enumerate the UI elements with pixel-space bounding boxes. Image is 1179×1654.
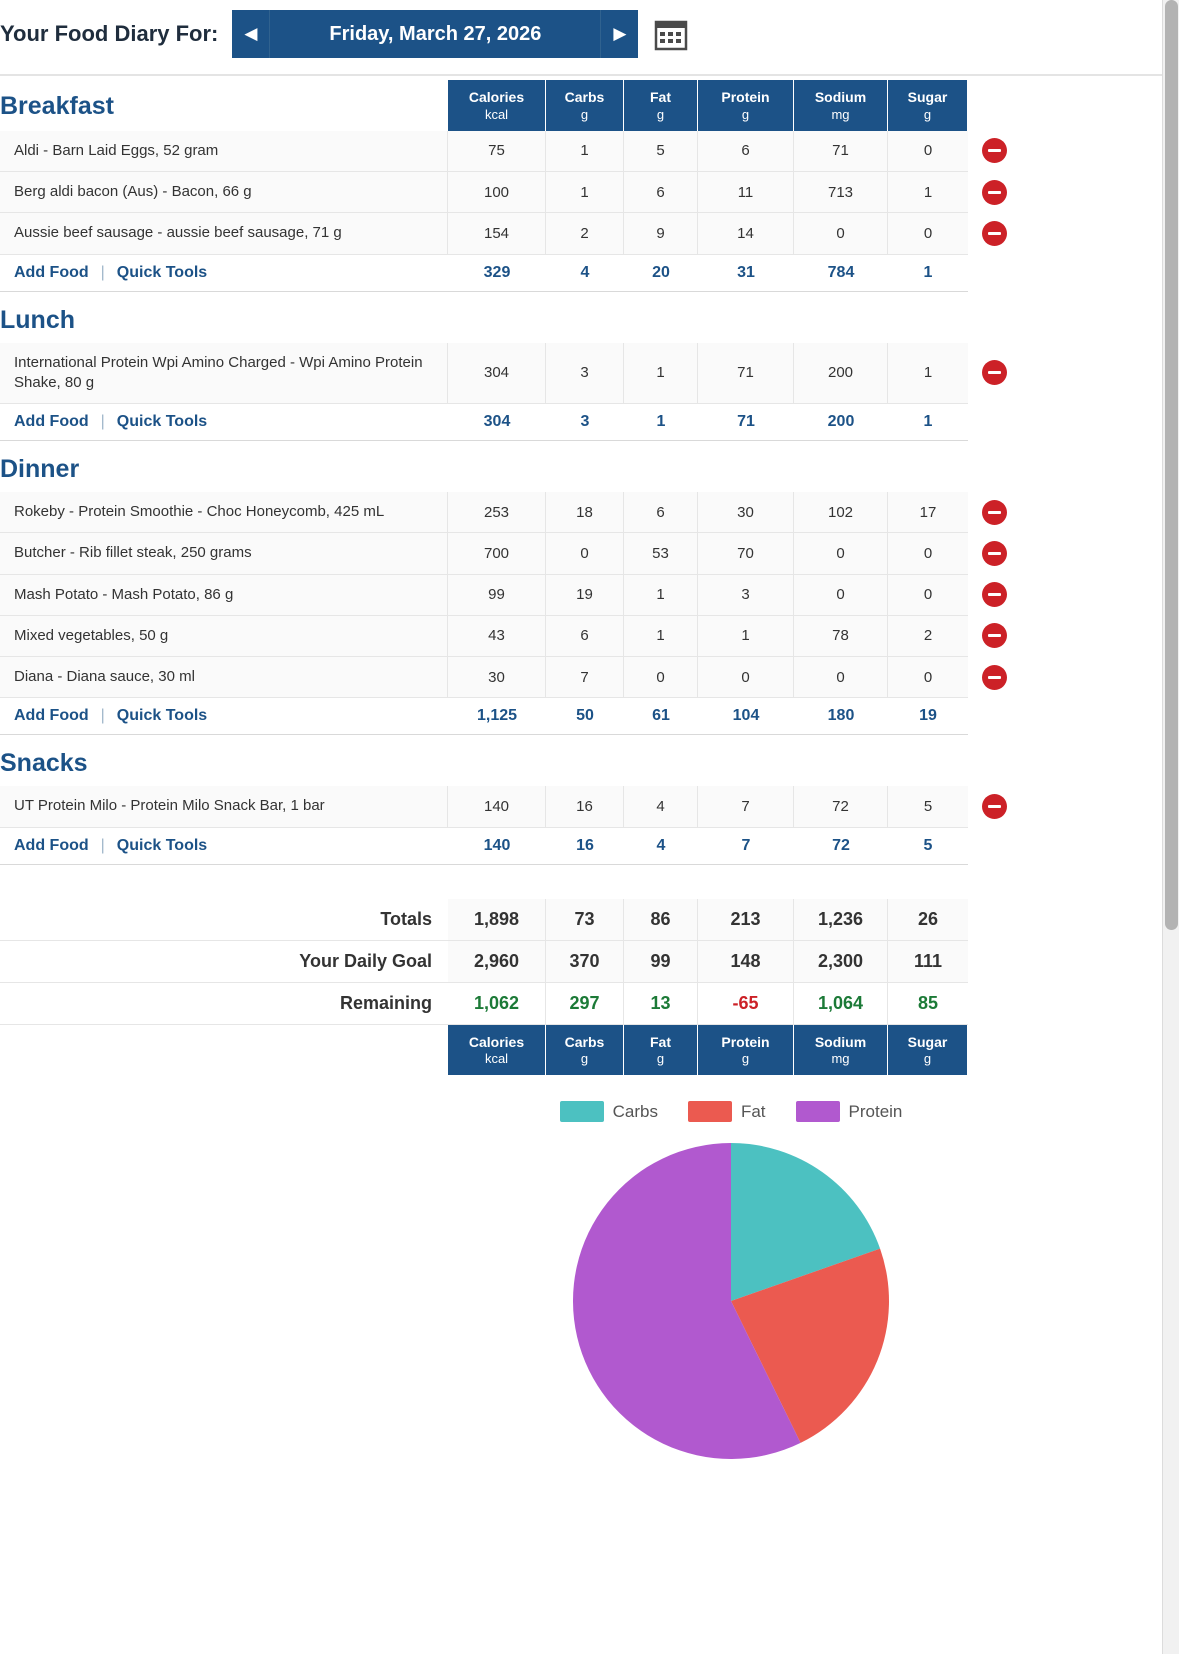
header-spacer: [448, 296, 546, 343]
meal-tools: [0, 404, 448, 441]
col-unit: g: [923, 106, 932, 122]
food-value-sodium: 78: [794, 616, 888, 657]
delete-cell: [968, 172, 1020, 213]
col-label: Calories: [468, 89, 525, 105]
quick-tools-link[interactable]: Quick Tools: [116, 413, 208, 430]
meal-total-fat: 1: [624, 404, 698, 441]
total-spacer: [968, 828, 1020, 865]
meal-total-carbs: 16: [546, 828, 624, 865]
page-scrollbar-thumb[interactable]: [1165, 0, 1178, 930]
food-value-calories: 304: [448, 343, 546, 405]
legend-swatch: [688, 1101, 732, 1122]
food-value-sodium: 713: [794, 172, 888, 213]
delete-cell: [968, 343, 1020, 405]
tools-separator: |: [100, 836, 105, 854]
minus-circle-icon[interactable]: [982, 221, 1007, 246]
summary-totals-fat: 86: [624, 899, 698, 941]
meal-total-calories: 1,125: [448, 698, 546, 735]
meal-total-sodium: 180: [794, 698, 888, 735]
food-name[interactable]: Mash Potato - Mash Potato, 86 g: [0, 575, 448, 616]
summary-totals-calories: 1,898: [448, 899, 546, 941]
legend-swatch: [796, 1101, 840, 1122]
summary-your-daily-goal-calories: 2,960: [448, 941, 546, 983]
food-value-calories: 700: [448, 533, 546, 574]
summary-remaining-calories: 1,062: [448, 983, 546, 1025]
food-value-protein: 30: [698, 492, 794, 533]
meal-total-sodium: 784: [794, 255, 888, 292]
minus-bar: [988, 552, 1001, 555]
food-value-sugar: 1: [888, 172, 968, 213]
header-spacer: [624, 296, 698, 343]
summary-spacer: [968, 983, 1020, 1025]
col-unit: mg: [831, 1051, 850, 1066]
food-value-protein: 3: [698, 575, 794, 616]
delete-cell: [968, 575, 1020, 616]
col-label: Protein: [721, 89, 770, 105]
food-name[interactable]: Rokeby - Protein Smoothie - Choc Honeycomb, 425 mL: [0, 492, 448, 533]
food-value-carbs: 7: [546, 657, 624, 698]
summary-totals-carbs: 73: [546, 899, 624, 941]
header-spacer: [888, 296, 968, 343]
food-name[interactable]: Aldi - Barn Laid Eggs, 52 gram: [0, 131, 448, 172]
minus-bar: [988, 593, 1001, 596]
meal-section-lunch: [0, 296, 1162, 442]
minus-bar: [988, 149, 1001, 152]
header-spacer: [888, 739, 968, 786]
page-scrollbar[interactable]: [1162, 0, 1179, 1654]
meal-total-sodium: 72: [794, 828, 888, 865]
footer-column-header-fat: [624, 1025, 698, 1076]
meal-total-carbs: 50: [546, 698, 624, 735]
food-name[interactable]: UT Protein Milo - Protein Milo Snack Bar, 1 bar: [0, 786, 448, 827]
footer-spacer: [968, 1025, 1020, 1076]
food-value-fat: 53: [624, 533, 698, 574]
legend-item-fat: [688, 1101, 766, 1122]
delete-cell: [968, 131, 1020, 172]
footer-column-header-calories: [448, 1025, 546, 1076]
total-spacer: [968, 698, 1020, 735]
food-value-protein: 0: [698, 657, 794, 698]
header-spacer: [546, 739, 624, 786]
meal-total-protein: 31: [698, 255, 794, 292]
food-name[interactable]: Mixed vegetables, 50 g: [0, 616, 448, 657]
calendar-icon[interactable]: [654, 17, 688, 51]
date-navigator: [232, 10, 638, 58]
delete-cell: [968, 657, 1020, 698]
delete-cell: [968, 492, 1020, 533]
summary-remaining-fat: 13: [624, 983, 698, 1025]
food-value-carbs: 18: [546, 492, 624, 533]
food-value-sugar: 0: [888, 131, 968, 172]
delete-cell: [968, 533, 1020, 574]
chevron-left-icon: ◀: [244, 24, 258, 43]
col-label: Fat: [650, 89, 671, 105]
food-value-carbs: 2: [546, 213, 624, 254]
meal-total-fat: 20: [624, 255, 698, 292]
total-spacer: [968, 255, 1020, 292]
food-value-calories: 43: [448, 616, 546, 657]
food-value-protein: 7: [698, 786, 794, 827]
food-value-sugar: 0: [888, 575, 968, 616]
col-label: Sodium: [814, 89, 867, 105]
minus-circle-icon[interactable]: [982, 665, 1007, 690]
col-label: Sugar: [907, 1033, 948, 1050]
diary-date-header: [0, 0, 1162, 76]
col-label: Sodium: [814, 1033, 867, 1050]
legend-label: Protein: [848, 1101, 903, 1121]
minus-circle-icon[interactable]: [982, 180, 1007, 205]
food-value-protein: 14: [698, 213, 794, 254]
quick-tools-link[interactable]: Quick Tools: [116, 263, 208, 281]
meal-total-calories: 304: [448, 404, 546, 441]
header-spacer: [546, 296, 624, 343]
meal-total-protein: 7: [698, 828, 794, 865]
header-spacer: [968, 739, 1020, 786]
header-spacer: [698, 296, 794, 343]
meal-section-snacks: [0, 739, 1162, 864]
summary-section: [0, 899, 1162, 1076]
add-food-link[interactable]: Add Food: [14, 413, 89, 430]
summary-row-label: Remaining: [0, 983, 448, 1025]
food-value-sodium: 0: [794, 575, 888, 616]
minus-bar: [988, 805, 1001, 808]
food-value-sugar: 2: [888, 616, 968, 657]
current-date-label[interactable]: Friday, March 27, 2026: [270, 10, 600, 58]
column-header-sodium: [794, 80, 888, 131]
food-value-sodium: 0: [794, 657, 888, 698]
col-unit: g: [741, 106, 750, 122]
summary-row-label: Totals: [0, 899, 448, 941]
footer-column-header-sugar: [888, 1025, 968, 1076]
meal-total-sugar: 1: [888, 404, 968, 441]
food-value-carbs: 16: [546, 786, 624, 827]
food-value-calories: 140: [448, 786, 546, 827]
col-label: Protein: [721, 1033, 770, 1050]
food-value-sodium: 102: [794, 492, 888, 533]
minus-bar: [988, 371, 1001, 374]
food-value-fat: 4: [624, 786, 698, 827]
col-unit: mg: [831, 106, 850, 122]
summary-spacer: [968, 899, 1020, 941]
food-value-sodium: 0: [794, 533, 888, 574]
pie-chart: [571, 1136, 891, 1471]
column-header-fat: [624, 80, 698, 131]
food-value-protein: 70: [698, 533, 794, 574]
food-value-calories: 253: [448, 492, 546, 533]
food-value-fat: 1: [624, 343, 698, 405]
food-value-calories: 99: [448, 575, 546, 616]
meal-total-carbs: 4: [546, 255, 624, 292]
meal-total-protein: 104: [698, 698, 794, 735]
food-name[interactable]: Berg aldi bacon (Aus) - Bacon, 66 g: [0, 172, 448, 213]
col-label: Fat: [650, 1033, 671, 1050]
col-label: Calories: [468, 1033, 525, 1050]
header-spacer: [794, 296, 888, 343]
meal-total-carbs: 3: [546, 404, 624, 441]
food-value-sodium: 72: [794, 786, 888, 827]
add-food-link[interactable]: Add Food: [14, 707, 89, 725]
food-name[interactable]: International Protein Wpi Amino Charged - Wpi Amino Protein Shake, 80 g: [0, 343, 448, 405]
legend-item-carbs: [560, 1101, 658, 1122]
food-value-carbs: 3: [546, 343, 624, 405]
col-label: Carbs: [564, 1033, 605, 1050]
minus-circle-icon[interactable]: [982, 500, 1007, 525]
tools-separator: |: [100, 413, 105, 430]
summary-your-daily-goal-protein: 148: [698, 941, 794, 983]
food-value-fat: 9: [624, 213, 698, 254]
col-unit: g: [741, 1051, 750, 1066]
minus-bar: [988, 511, 1001, 514]
header-spacer: [448, 445, 546, 492]
summary-remaining-sugar: 85: [888, 983, 968, 1025]
previous-day-button[interactable]: [232, 10, 270, 58]
minus-bar: [988, 634, 1001, 637]
col-unit: g: [656, 106, 665, 122]
summary-your-daily-goal-fat: 99: [624, 941, 698, 983]
food-value-sodium: 0: [794, 213, 888, 254]
total-spacer: [968, 404, 1020, 441]
header-spacer: [624, 445, 698, 492]
meal-tools: [0, 828, 448, 865]
food-value-carbs: 1: [546, 131, 624, 172]
food-value-carbs: 1: [546, 172, 624, 213]
food-name[interactable]: Diana - Diana sauce, 30 ml: [0, 657, 448, 698]
minus-circle-icon[interactable]: [982, 138, 1007, 163]
header-spacer: [968, 296, 1020, 343]
column-header-calories: [448, 80, 546, 131]
minus-circle-icon[interactable]: [982, 541, 1007, 566]
delete-cell: [968, 616, 1020, 657]
legend-swatch: [560, 1101, 604, 1122]
summary-totals-sugar: 26: [888, 899, 968, 941]
food-value-calories: 100: [448, 172, 546, 213]
header-spacer: [448, 739, 546, 786]
summary-remaining-sodium: 1,064: [794, 983, 888, 1025]
col-unit: g: [656, 1051, 665, 1066]
footer-spacer: [0, 1025, 448, 1076]
food-value-sugar: 17: [888, 492, 968, 533]
meal-total-fat: 4: [624, 828, 698, 865]
summary-spacer: [968, 941, 1020, 983]
food-value-protein: 1: [698, 616, 794, 657]
food-name[interactable]: Butcher - Rib fillet steak, 250 grams: [0, 533, 448, 574]
meal-title: Lunch: [0, 305, 75, 334]
column-header-sugar: [888, 80, 968, 131]
meals-container: [0, 80, 1162, 865]
food-name[interactable]: Aussie beef sausage - aussie beef sausage, 71 g: [0, 213, 448, 254]
minus-bar: [988, 191, 1001, 194]
food-value-fat: 5: [624, 131, 698, 172]
header-spacer: [794, 445, 888, 492]
summary-your-daily-goal-sugar: 111: [888, 941, 968, 983]
food-value-carbs: 0: [546, 533, 624, 574]
food-value-carbs: 19: [546, 575, 624, 616]
meal-tools: [0, 255, 448, 292]
food-value-fat: 1: [624, 575, 698, 616]
col-unit: kcal: [484, 106, 509, 122]
header-spacer: [794, 739, 888, 786]
header-spacer: [624, 739, 698, 786]
summary-totals-sodium: 1,236: [794, 899, 888, 941]
header-spacer: [968, 445, 1020, 492]
add-food-link[interactable]: Add Food: [14, 836, 89, 854]
minus-circle-icon[interactable]: [982, 623, 1007, 648]
header-spacer: [546, 445, 624, 492]
summary-remaining-protein: -65: [698, 983, 794, 1025]
macros-chart: [0, 1101, 1162, 1471]
meal-title: Snacks: [0, 749, 88, 778]
summary-your-daily-goal-carbs: 370: [546, 941, 624, 983]
footer-column-header-carbs: [546, 1025, 624, 1076]
food-value-protein: 71: [698, 343, 794, 405]
page-title: Your Food Diary For:: [0, 21, 219, 46]
header-spacer: [888, 445, 968, 492]
food-value-calories: 75: [448, 131, 546, 172]
next-day-button[interactable]: [600, 10, 638, 58]
meal-total-calories: 140: [448, 828, 546, 865]
summary-your-daily-goal-sodium: 2,300: [794, 941, 888, 983]
delete-cell: [968, 786, 1020, 827]
add-food-link[interactable]: Add Food: [14, 263, 89, 281]
summary-row-label: Your Daily Goal: [0, 941, 448, 983]
minus-circle-icon[interactable]: [982, 360, 1007, 385]
food-value-fat: 6: [624, 492, 698, 533]
food-value-sugar: 0: [888, 533, 968, 574]
minus-circle-icon[interactable]: [982, 582, 1007, 607]
meal-total-sugar: 19: [888, 698, 968, 735]
header-spacer: [698, 739, 794, 786]
food-value-sodium: 200: [794, 343, 888, 405]
food-value-sugar: 0: [888, 657, 968, 698]
col-unit: g: [923, 1051, 932, 1066]
food-value-sodium: 71: [794, 131, 888, 172]
food-value-protein: 11: [698, 172, 794, 213]
col-label: Sugar: [907, 89, 948, 105]
col-unit: kcal: [484, 1051, 509, 1066]
quick-tools-link[interactable]: Quick Tools: [116, 836, 208, 854]
food-value-protein: 6: [698, 131, 794, 172]
header-spacer: [698, 445, 794, 492]
meal-section-breakfast: [0, 80, 1162, 292]
meal-tools: [0, 698, 448, 735]
meal-title: Breakfast: [0, 91, 114, 120]
meal-total-protein: 71: [698, 404, 794, 441]
meal-total-sugar: 1: [888, 255, 968, 292]
meal-title: Dinner: [0, 455, 80, 483]
chevron-right-icon: ▶: [613, 24, 627, 43]
meal-total-sodium: 200: [794, 404, 888, 441]
food-value-fat: 6: [624, 172, 698, 213]
food-value-sugar: 1: [888, 343, 968, 405]
footer-column-header-protein: [698, 1025, 794, 1076]
food-value-calories: 154: [448, 213, 546, 254]
tools-separator: |: [100, 707, 105, 725]
food-value-calories: 30: [448, 657, 546, 698]
column-header-carbs: [546, 80, 624, 131]
footer-column-header-sodium: [794, 1025, 888, 1076]
meal-total-calories: 329: [448, 255, 546, 292]
summary-totals-protein: 213: [698, 899, 794, 941]
quick-tools-link[interactable]: Quick Tools: [116, 707, 208, 725]
food-value-fat: 1: [624, 616, 698, 657]
delete-cell: [968, 213, 1020, 254]
food-value-fat: 0: [624, 657, 698, 698]
meal-total-sugar: 5: [888, 828, 968, 865]
meal-total-fat: 61: [624, 698, 698, 735]
column-header-protein: [698, 80, 794, 131]
legend-label: Carbs: [612, 1101, 658, 1121]
chart-legend: [560, 1101, 903, 1122]
food-value-sugar: 0: [888, 213, 968, 254]
food-value-carbs: 6: [546, 616, 624, 657]
col-label: Carbs: [564, 89, 605, 105]
minus-circle-icon[interactable]: [982, 794, 1007, 819]
summary-remaining-carbs: 297: [546, 983, 624, 1025]
minus-bar: [988, 232, 1001, 235]
col-unit: g: [580, 106, 589, 122]
legend-item-protein: [796, 1101, 903, 1122]
tools-separator: |: [100, 263, 105, 281]
col-unit: g: [580, 1051, 589, 1066]
meal-section-dinner: [0, 445, 1162, 735]
legend-label: Fat: [740, 1101, 766, 1121]
minus-bar: [988, 676, 1001, 679]
food-value-sugar: 5: [888, 786, 968, 827]
header-spacer: [968, 80, 1020, 131]
